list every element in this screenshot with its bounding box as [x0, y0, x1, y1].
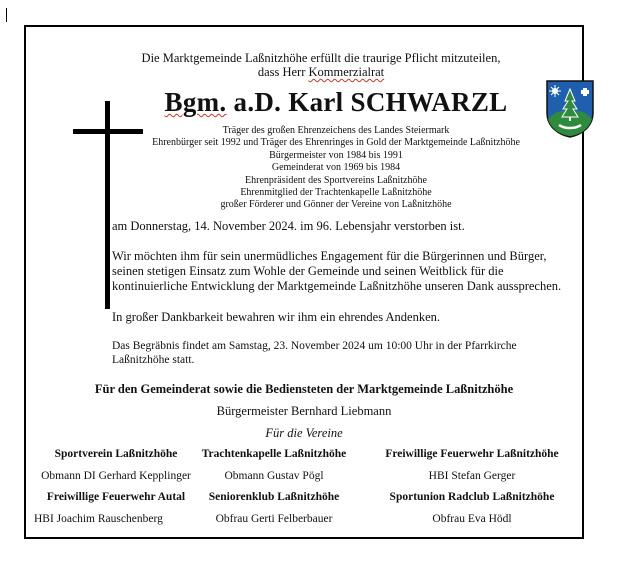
intro-line-2-prefix: dass Herr — [257, 65, 309, 79]
club-representative: Obmann Gustav Pögl — [224, 470, 324, 482]
death-line: am Donnerstag, 14. November 2024. im 96. Lebensjahr verstorben ist. — [112, 219, 465, 233]
club-representative: Obfrau Gerti Felberbauer — [215, 513, 333, 525]
club-name: Freiwillige Feuerwehr Autal — [46, 491, 186, 503]
council-line: Für den Gemeinderat sowie die Bediensteten der Marktgemeinde Laßnitzhöhe — [94, 382, 514, 396]
honor-line: Ehrenmitglied der Trachtenkapelle Laßnitzhöhe — [240, 187, 432, 199]
honor-line: Träger des großen Ehrenzeichens des Landes Steiermark — [222, 125, 450, 136]
club-representative: HBI Stefan Gerger — [428, 470, 516, 482]
tribute-paragraph: Wir möchten ihm für sein unermüdliches Engagement für die Bürgerinnen und Bürger, seinen stetigen Einsatz zum Wohle der Gemeinde und seinen Weitblick für die kontinuierliche Entwicklung der Marktgemeinde Laßnitzhöhe unseren Dank aussprechen. — [112, 249, 562, 293]
honors-list — [116, 125, 556, 212]
text-cursor — [6, 8, 7, 22]
club-name: Seniorenklub Laßnitzhöhe — [208, 491, 340, 503]
honor-line: Bürgermeister von 1984 bis 1991 — [269, 149, 403, 161]
intro-line-2 — [86, 65, 556, 79]
deceased-name — [136, 87, 536, 118]
club-representative: Obmann DI Gerhard Kepplinger — [41, 470, 191, 482]
club-representative: Obfrau Eva Hödl — [432, 513, 512, 525]
club-name: Sportunion Radclub Laßnitzhöhe — [389, 491, 555, 503]
name-rest: a.D. Karl SCHWARZL — [226, 87, 508, 117]
honorary-title: Kommerzialrat — [308, 65, 385, 79]
clubs-heading: Für die Vereine — [265, 426, 343, 440]
intro-line-1: Die Marktgemeinde Laßnitzhöhe erfüllt die traurige Pflicht mitzuteilen, — [141, 51, 501, 65]
club-name: Sportverein Laßnitzhöhe — [54, 448, 178, 460]
mayor-line: Bürgermeister Bernhard Liebmann — [216, 404, 392, 418]
honor-line: Ehrenpräsident des Sportvereins Laßnitzhöhe — [245, 174, 427, 186]
name-prefix: Bgm. — [164, 87, 227, 117]
honor-line: Gemeinderat von 1969 bis 1984 — [271, 162, 401, 174]
honor-line: großer Förderer und Gönner der Vereine von Laßnitzhöhe — [220, 199, 452, 211]
honor-line: Ehrenbürger seit 1992 und Träger des Ehrenringes in Gold der Marktgemeinde Laßnitzhöhe — [152, 137, 520, 149]
obituary-frame — [24, 25, 584, 539]
club-name: Trachtenkapelle Laßnitzhöhe — [201, 448, 347, 460]
funeral-info: Das Begräbnis findet am Samstag, 23. November 2024 um 10:00 Uhr in der Pfarrkirche Laßnitzhöhe statt. — [112, 340, 517, 366]
club-representative: HBI Joachim Rauschenberg — [34, 513, 163, 525]
club-name: Freiwillige Feuerwehr Laßnitzhöhe — [385, 448, 559, 460]
remembrance-line: In großer Dankbarkeit bewahren wir ihm ein ehrendes Andenken. — [112, 310, 441, 324]
